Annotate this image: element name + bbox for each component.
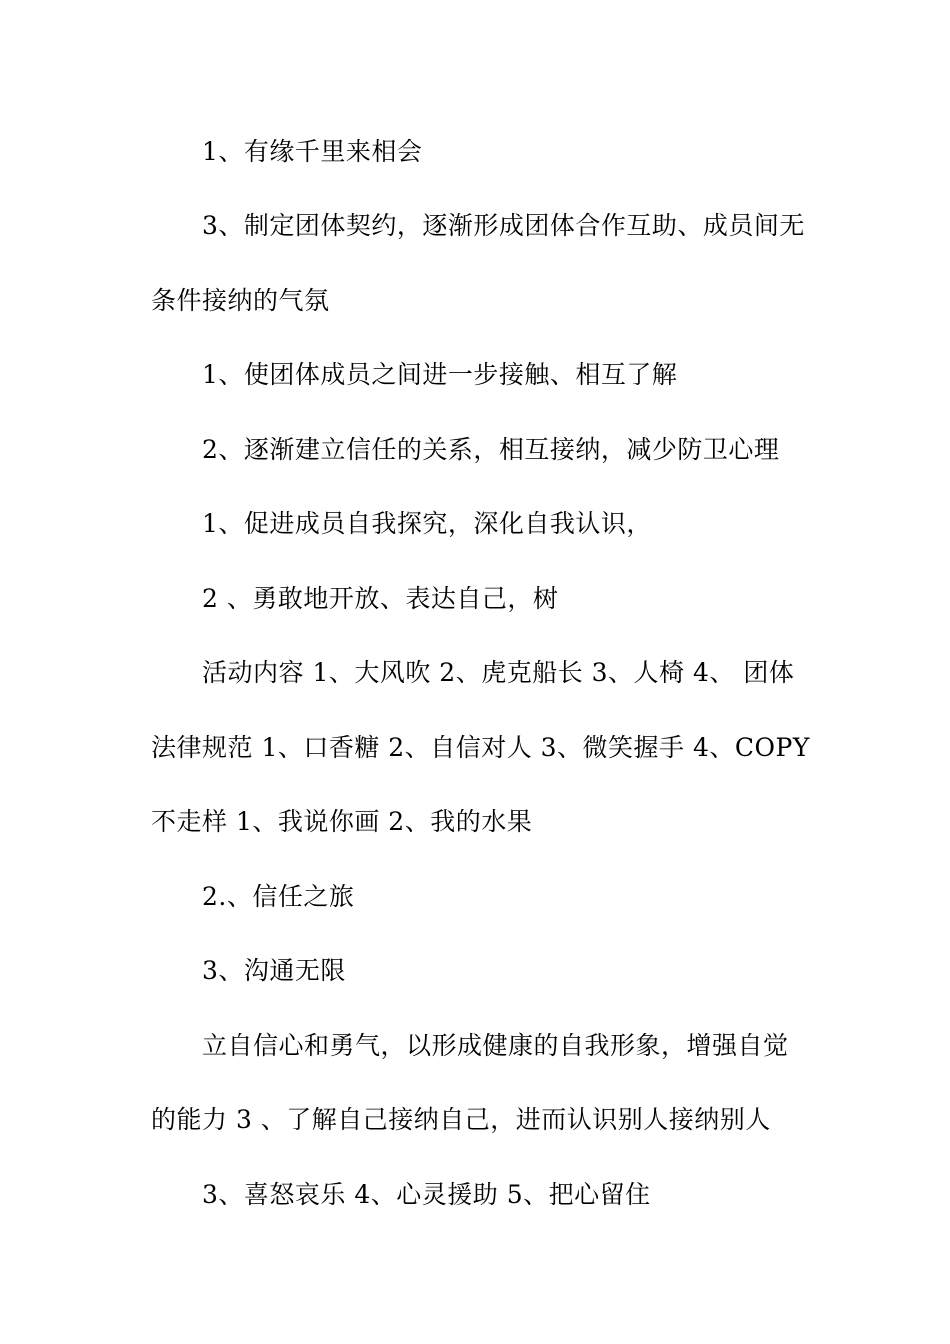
text-line: 3、喜怒哀乐 4、心灵援助 5、把心留住 (202, 1180, 651, 1209)
text-line: 3、制定团体契约，逐渐形成团体合作互助、成员间无 (202, 211, 805, 240)
text-line: 1、促进成员自我探究，深化自我认识， (202, 509, 652, 538)
text-line: 不走样 1、我说你画 2、我的水果 (151, 807, 533, 836)
text-line: 2.、信任之旅 (202, 882, 355, 911)
text-line: 活动内容 1、大风吹 2、虎克船长 3、人椅 4、 团体 (202, 658, 795, 687)
text-line: 2 、勇敢地开放、表达自己，树 (202, 584, 559, 613)
text-line: 法律规范 1、口香糖 2、自信对人 3、微笑握手 4、COPY (151, 733, 810, 762)
text-line: 1、有缘千里来相会 (202, 137, 423, 166)
text-line: 1、使团体成员之间进一步接触、相互了解 (202, 360, 678, 389)
text-line: 条件接纳的气氛 (151, 286, 330, 315)
text-line: 立自信心和勇气，以形成健康的自我形象，增强自觉 (202, 1031, 789, 1060)
text-line: 2、逐渐建立信任的关系，相互接纳，减少防卫心理 (202, 435, 780, 464)
text-line: 3、沟通无限 (202, 956, 346, 985)
text-line: 的能力 3 、了解自己接纳自己，进而认识别人接纳别人 (151, 1105, 771, 1134)
